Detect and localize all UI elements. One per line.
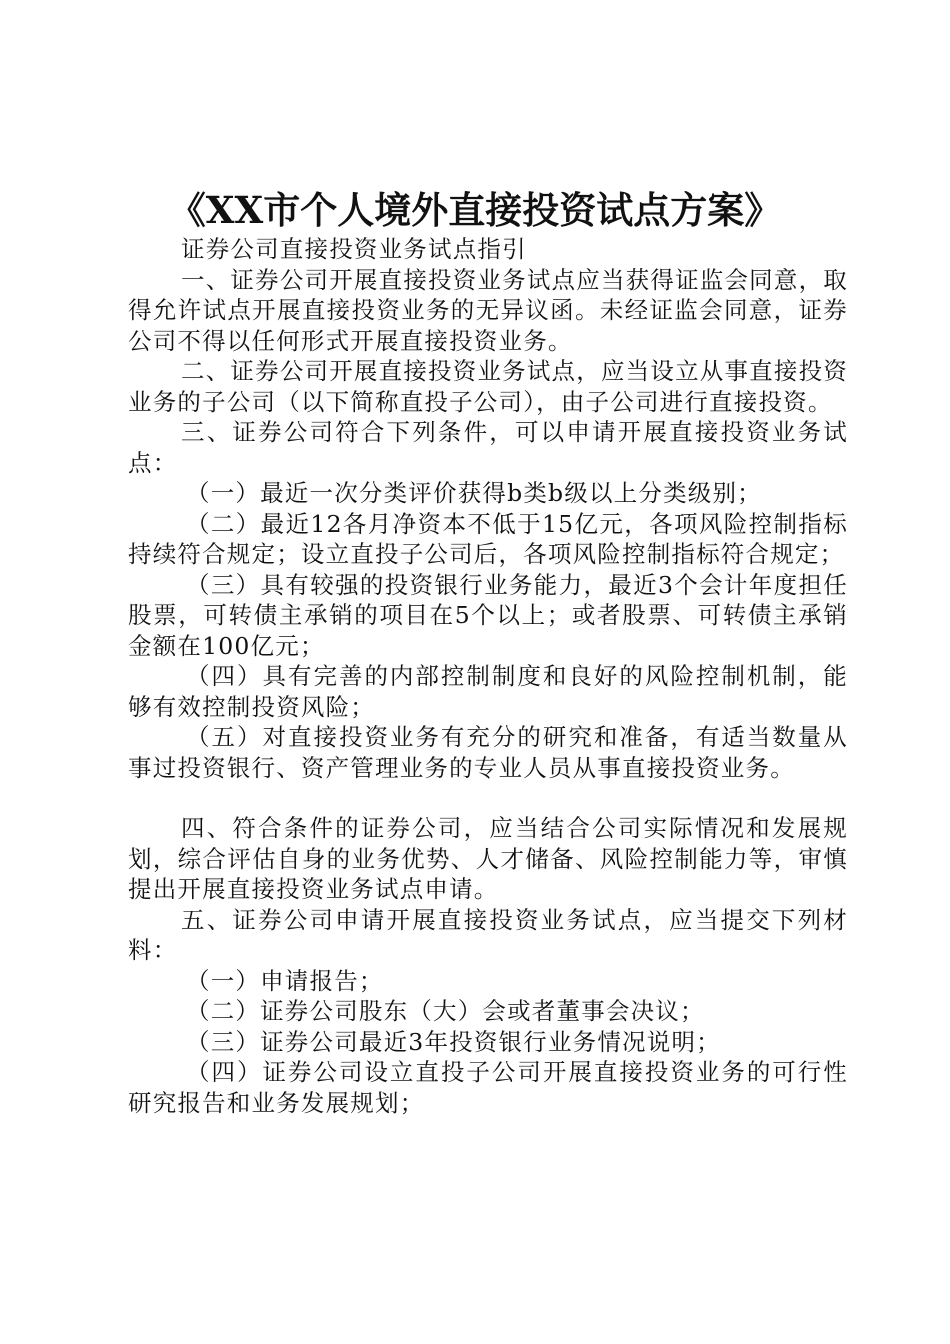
paragraph-3: 三、证券公司符合下列条件，可以申请开展直接投资业务试点： [128, 418, 848, 477]
paragraph-1: 一、证券公司开展直接投资业务试点应当获得证监会同意，取得允许试点开展直接投资业务的无异议函。未经证监会同意，证券公司不得以任何形式开展直接投资业务。 [128, 265, 848, 355]
paragraph-2: 二、证券公司开展直接投资业务试点，应当设立从事直接投资业务的子公司（以下简称直投子公司），由子公司进行直接投资。 [128, 357, 848, 416]
paragraph-4: 四、符合条件的证券公司，应当结合公司实际情况和发展规划，综合评估自身的业务优势、人才储备、风险控制能力等，审慎提出开展直接投资业务试点申请。 [128, 814, 848, 903]
material-item-1: （一）申请报告； [186, 966, 384, 995]
condition-item-2: （二）最近12各月净资本不低于15亿元，各项风险控制指标持续符合规定；设立直投子公司后，各项风险控制指标符合规定； [128, 509, 848, 568]
document-body [128, 234, 848, 1118]
document-title: 《XX市个人境外直接投资试点方案》 [168, 188, 782, 232]
paragraph-gap [128, 783, 848, 813]
condition-item-5: （五）对直接投资业务有充分的研究和准备，有适当数量从事过投资银行、资产管理业务的专业人员从事直接投资业务。 [128, 723, 848, 782]
material-item-3: （三）证券公司最近3年投资银行业务情况说明； [186, 1027, 721, 1056]
condition-item-4: （四）具有完善的内部控制制度和良好的风险控制机制，能够有效控制投资风险； [128, 662, 848, 721]
condition-item-1: （一）最近一次分类评价获得b类b级以上分类级别； [186, 479, 762, 507]
paragraph-5: 五、证券公司申请开展直接投资业务试点，应当提交下列材料： [128, 905, 848, 964]
material-item-2: （二）证券公司股东（大）会或者董事会决议； [186, 997, 705, 1025]
material-item-4: （四）证券公司设立直投子公司开展直接投资业务的可行性研究报告和业务发展规划； [128, 1058, 848, 1117]
condition-item-3: （三）具有较强的投资银行业务能力，最近3个会计年度担任股票，可转债主承销的项目在5个以上；或者股票、可转债主承销金额在100亿元； [128, 570, 848, 660]
document-subtitle: 证券公司直接投资业务试点指引 [181, 235, 527, 263]
